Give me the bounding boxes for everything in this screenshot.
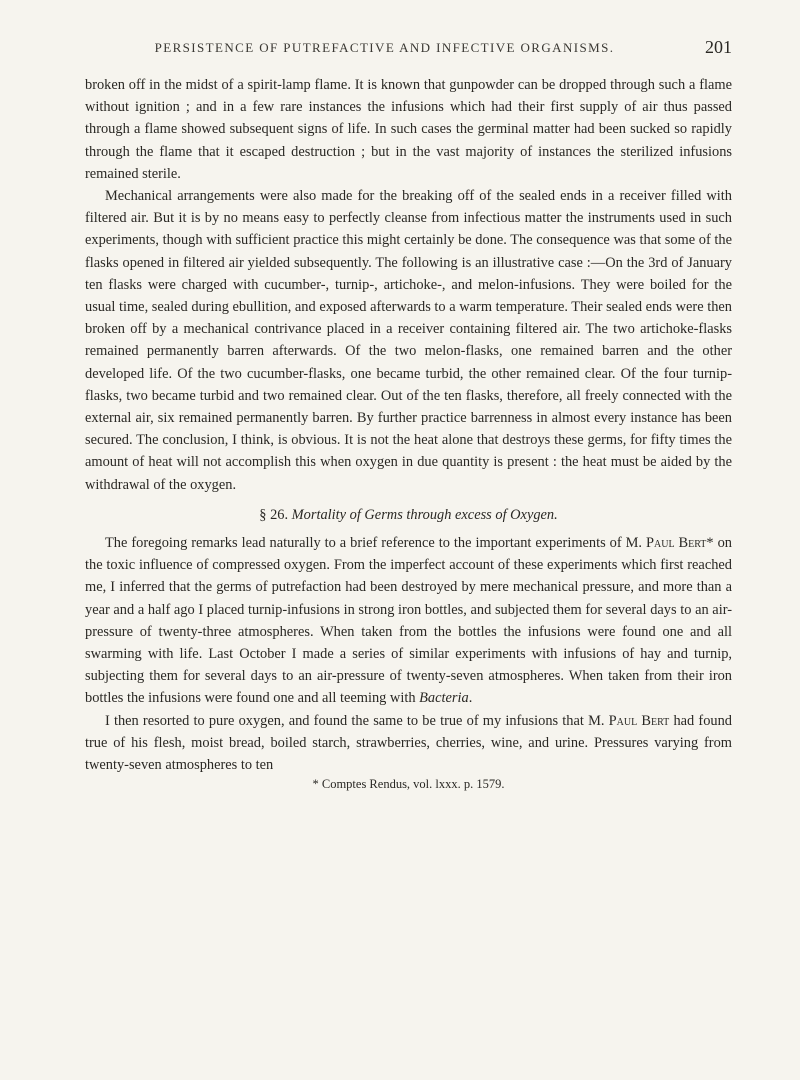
footnote: * Comptes Rendus, vol. lxxx. p. 1579. bbox=[312, 777, 505, 792]
author-name-2: Paul Bert bbox=[608, 712, 670, 729]
paragraph-3-text-a: The foregoing remarks lead naturally to a brief reference to the important experiments of M. bbox=[105, 535, 643, 552]
body-text bbox=[85, 74, 732, 792]
paragraph-3-end: . bbox=[468, 690, 473, 707]
paragraph-3 bbox=[85, 532, 732, 710]
page-header bbox=[85, 37, 732, 74]
bacteria-term: Bacteria bbox=[419, 690, 469, 707]
paragraph-4-text-b: had found true of his flesh, moist bread, boiled starch, strawberries, cherries, wine, and urine. Pressures varying from twenty-seven atmospheres to ten bbox=[85, 712, 732, 774]
paragraph-4 bbox=[85, 710, 732, 777]
footnote-marker: * bbox=[706, 535, 714, 552]
running-head: PERSISTENCE OF PUTREFACTIVE AND INFECTIVE ORGANISMS. bbox=[154, 40, 615, 55]
paragraph-2: Mechanical arrangements were also made for the breaking off of the sealed ends in a receiver filled with filtered air. But it is by no means easy to perfectly cleanse from infectious matter the instruments used in such experiments, though with sufficient practice this might certainly be done. The consequence was that some of the flasks opened in filtered air yielded subsequently. The following is an illustrative case :—On the 3rd of January ten flasks were charged with cucumber-, turnip-, artichoke-, and melon-infusions. They were boiled for the usual time, sealed during ebullition, and exposed afterwards to a warm temperature. Their sealed ends were then broken off by a mechanical contrivance placed in a receiver containing filtered air. The two artichoke-flasks remained permanently barren afterwards. Of the two melon-flasks, one remained barren and the other developed life. Of the two cucumber-flasks, one became turbid, the other remained clear. Of the four turnip-flasks, two became turbid and two remained clear. Out of the ten flasks, therefore, all freely connected with the external air, six remained permanently barren. By further practice barrenness in almost every instance has been secured. The conclusion, I think, is obvious. It is not the heat alone that destroys these germs, for fifty times the amount of heat will not accomplish this when oxygen in due quantity is present : the heat must be aided by the withdrawal of the oxygen. bbox=[85, 188, 732, 493]
paragraph-3-text-b: on the toxic influence of compressed oxygen. From the imperfect account of these experiments which first reached me, I inferred that the germs of putrefaction had been destroyed by mere mechanical pressure, and more than a year and a half ago I placed turnip-infusions in strong iron bottles, and subjected them for several days to an air-pressure of twenty-three atmospheres. When taken from the bottles the infusions were found one and all swarming with life. Last October I made a series of similar experiments with infusions of hay and turnip, subjecting them for several days to an air-pressure of twenty-seven atmospheres. When taken from their iron bottles the infusions were found one and all teeming with bbox=[85, 535, 732, 707]
paragraph-4-text-a: I then resorted to pure oxygen, and found the same to be true of my infusions that M. bbox=[105, 712, 605, 729]
page-number: 201 bbox=[705, 37, 732, 57]
author-name: Paul Bert bbox=[646, 535, 707, 552]
section-heading bbox=[85, 504, 732, 526]
section-title: Mortality of Germs through excess of Oxygen. bbox=[291, 506, 558, 523]
paragraph-1: broken off in the midst of a spirit-lamp flame. It is known that gunpowder can be dropped through such a flame without ignition ; and in a few rare instances the infusions which had their first supply of air thus passed through a flame showed subsequent signs of life. In such cases the germinal matter had been sucked so rapidly through the flame that it escaped destruction ; but in the vast majority of instances the sterilized infusions remained sterile. bbox=[85, 77, 732, 182]
section-number: § 26. bbox=[259, 506, 289, 523]
